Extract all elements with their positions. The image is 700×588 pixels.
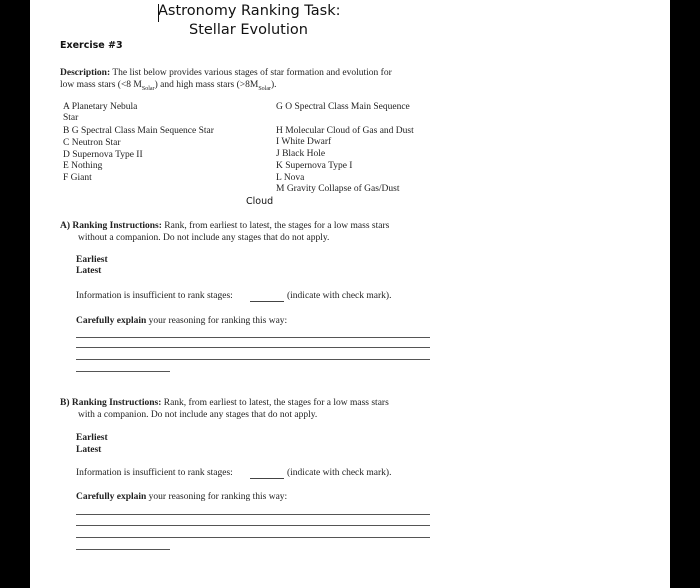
section-a-answer-line[interactable] (76, 337, 430, 338)
section-b-answer-line[interactable] (76, 525, 430, 526)
section-b-answer-line[interactable] (76, 514, 430, 515)
section-b-checkmark-hint: (indicate with check mark). (287, 468, 392, 478)
stage-j: J Black Hole (276, 149, 326, 159)
page-title: Astronomy Ranking Task: (158, 3, 341, 19)
stage-c: C Neutron Star (63, 138, 121, 148)
section-a-explain-prompt: Carefully explain your reasoning for ranking this way: (76, 316, 288, 326)
section-a-answer-line[interactable] (76, 359, 430, 360)
section-a-latest-label: Latest (76, 266, 102, 276)
section-b-answer-line[interactable] (76, 549, 170, 550)
stage-a-continued: Star (63, 113, 79, 123)
section-a-instructions-line-1: A) Ranking Instructions: Rank, from earliest to latest, the stages for a low mass stars (60, 221, 390, 231)
section-a-insufficient-text: Information is insufficient to rank stages: (76, 291, 233, 301)
section-b-earliest-label: Earliest (76, 433, 108, 443)
section-a-instructions-line-2: without a companion. Do not include any stages that do not apply. (78, 233, 330, 243)
stage-i: I White Dwarf (276, 137, 332, 147)
stage-a: A Planetary Nebula (63, 102, 138, 112)
stage-b: B G Spectral Class Main Sequence Star (63, 126, 214, 136)
stage-m: M Gravity Collapse of Gas/Dust (276, 184, 400, 194)
description-line-1: Description: The list below provides various stages of star formation and evolution for (60, 68, 392, 78)
section-a-checkmark-hint: (indicate with check mark). (287, 291, 392, 301)
section-a-earliest-label: Earliest (76, 255, 108, 265)
section-a-answer-line[interactable] (76, 371, 170, 372)
section-a-checkmark-blank[interactable] (250, 301, 284, 302)
section-b-checkmark-blank[interactable] (250, 478, 284, 479)
stage-l: L Nova (276, 173, 305, 183)
section-b-instructions-line-1: B) Ranking Instructions: Rank, from earliest to latest, the stages for a low mass stars (60, 398, 389, 408)
section-b-instructions-line-2: with a companion. Do not include any stages that do not apply. (78, 410, 318, 420)
stage-g: G O Spectral Class Main Sequence (276, 102, 410, 112)
worksheet-page (30, 0, 670, 588)
stage-d: D Supernova Type II (63, 150, 143, 160)
stage-e: E Nothing (63, 161, 103, 171)
section-b-latest-label: Latest (76, 445, 102, 455)
description-line-2: low mass stars (<8 $M_{Solar}$) and high mass stars $(>8M_{Solar})$. (60, 80, 277, 92)
section-b-answer-line[interactable] (76, 537, 430, 538)
section-a-answer-line[interactable] (76, 347, 430, 348)
cloud-word: Cloud (246, 196, 274, 207)
page-subtitle: Stellar Evolution (189, 22, 308, 38)
stage-h: H Molecular Cloud of Gas and Dust (276, 126, 414, 136)
description-label: Description: (60, 68, 111, 78)
exercise-label: Exercise #3 (60, 40, 123, 51)
stage-f: F Giant (63, 173, 92, 183)
section-b-insufficient-text: Information is insufficient to rank stages: (76, 468, 233, 478)
section-b-explain-prompt: Carefully explain your reasoning for ranking this way: (76, 492, 288, 502)
stage-k: K Supernova Type I (276, 161, 353, 171)
